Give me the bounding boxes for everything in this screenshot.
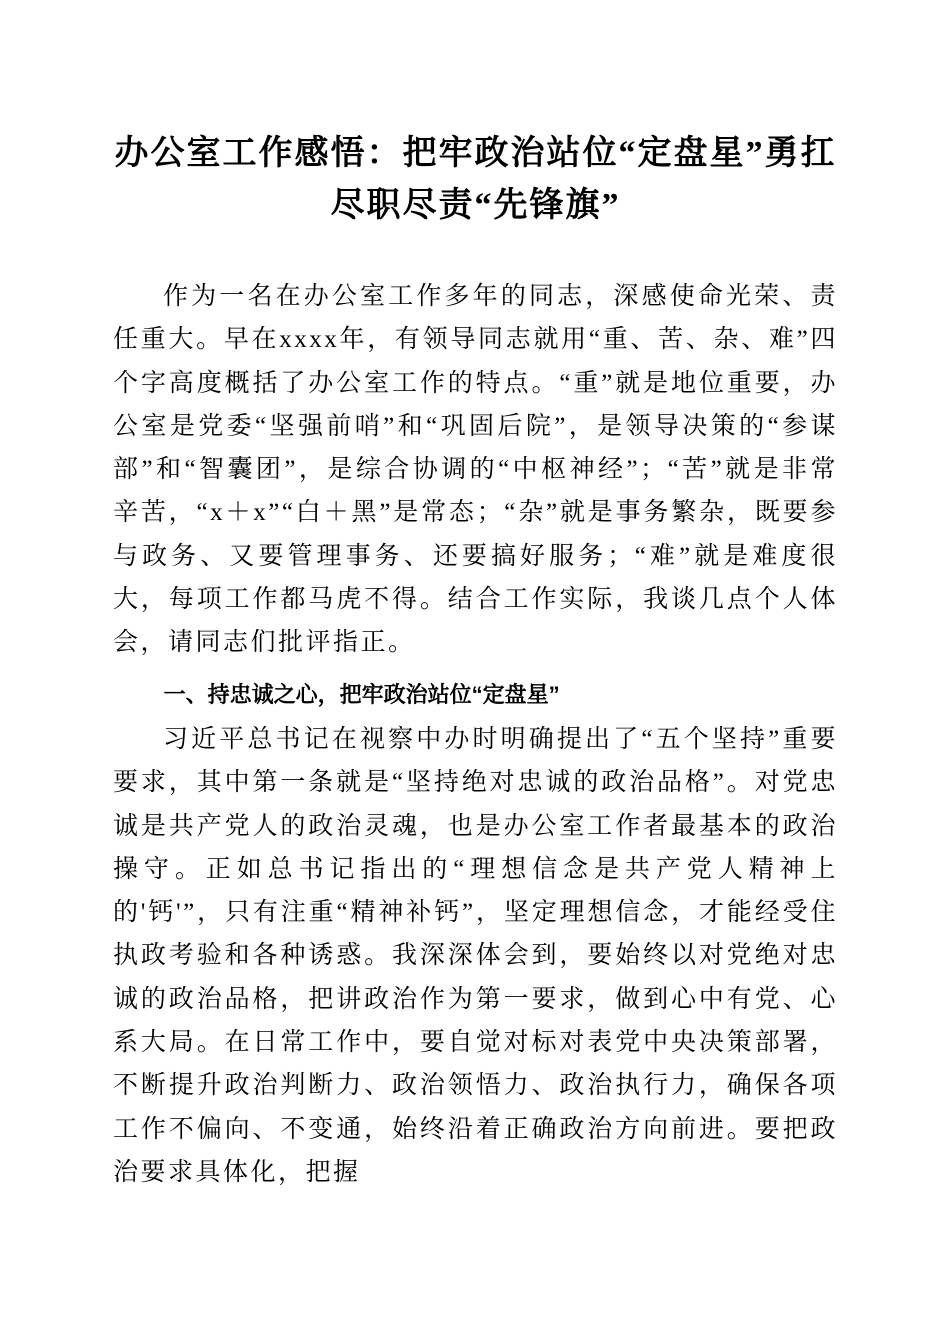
intro-paragraph: 作为一名在办公室工作多年的同志，深感使命光荣、责任重大。早在xxxx年，有领导同志就用“重、苦、杂、难”四个字高度概括了办公室工作的特点。“重”就是地位重要，办公室是党委“坚强前哨”和“巩固后院”，是领导决策的“参谋部”和“智囊团”，是综合协调的“中枢神经”；“苦”就是非常辛苦，“x＋x”“白＋黑”是常态；“杂”就是事务繁杂，既要参与政务、又要管理事务、还要搞好服务；“难”就是难度很大，每项工作都马虎不得。结合工作实际，我谈几点个人体会，请同志们批评指正。 (113, 283, 838, 657)
section-1-heading: 一、持忠诚之心，把牢政治站位“定盘星” (163, 681, 560, 707)
section-1-paragraph: 习近平总书记在视察中办时明确提出了“五个坚持”重要要求，其中第一条就是“坚持绝对忠诚的政治品格”。对党忠诚是共产党人的政治灵魂，也是办公室工作者最基本的政治操守。正如总书记指出的“理想信念是共产党人精神上的'钙'”，只有注重“精神补钙”，坚定理想信念，才能经受住执政考验和各种诱惑。我深深体会到，要始终以对党绝对忠诚的政治品格，把讲政治作为第一要求，做到心中有党、心系大局。在日常工作中，要自觉对标对表党中央决策部署，不断提升政治判断力、政治领悟力、政治执行力，确保各项工作不偏向、不变通，始终沿着正确政治方向前进。要把政治要求具体化，把握 (113, 725, 838, 1186)
document-title: 办公室工作感悟：把牢政治站位“定盘星”勇扛尽职尽责“先锋旗” (114, 135, 837, 224)
